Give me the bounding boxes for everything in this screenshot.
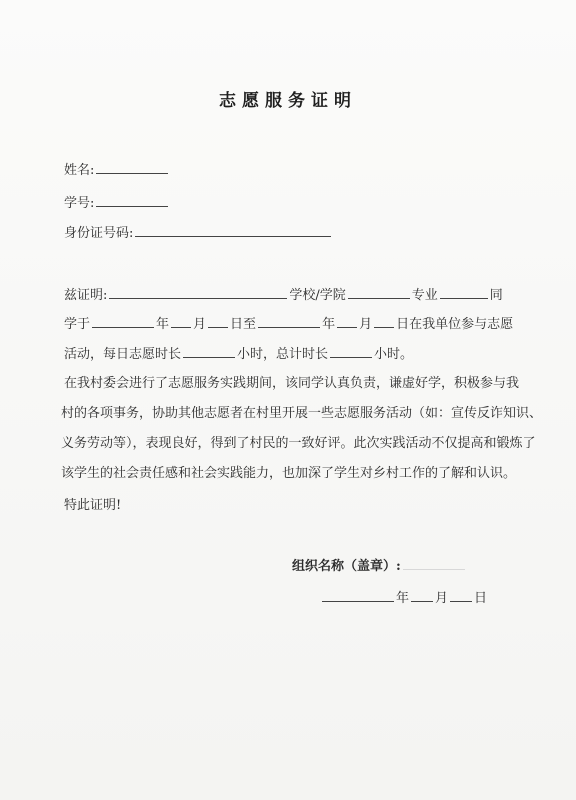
body-line-1: 在我村委会进行了志愿服务实践期间，该同学认真负责，谦虚好学，积极参与我 bbox=[64, 376, 520, 391]
body-line-4: 该学生的社会责任感和社会实践能力，也加深了学生对乡村工作的了解和认识。 bbox=[61, 466, 517, 481]
name-label: 姓名: bbox=[64, 163, 95, 178]
sign-day-label: 日 bbox=[474, 591, 488, 606]
sign-month-blank[interactable] bbox=[411, 588, 433, 602]
id-card-row bbox=[64, 223, 333, 243]
student-id-label: 学号: bbox=[64, 196, 95, 211]
cert-intro: 兹证明: bbox=[64, 288, 108, 303]
hours-total-label: 小时，总计时长 bbox=[237, 347, 329, 362]
end-month-label: 月 bbox=[359, 317, 373, 332]
body-line-3: 义务劳动等），表现良好，得到了村民的一致好评。此次实践活动不仅提高和锻炼了 bbox=[61, 436, 536, 451]
learn-label: 学于 bbox=[64, 317, 91, 332]
document-title: 志愿服务证明 bbox=[219, 91, 357, 111]
org-name-row bbox=[292, 556, 467, 576]
start-day-blank[interactable] bbox=[208, 314, 228, 328]
end-month-blank[interactable] bbox=[337, 314, 357, 328]
start-year-label: 年 bbox=[156, 317, 170, 332]
org-name-label: 组织名称（盖章）: bbox=[292, 559, 401, 574]
name-row bbox=[64, 160, 170, 180]
name-blank[interactable] bbox=[96, 160, 168, 174]
major-blank[interactable] bbox=[348, 285, 410, 299]
classmate-blank[interactable] bbox=[440, 285, 488, 299]
daily-hours-blank[interactable] bbox=[183, 344, 235, 358]
signature-date-row bbox=[320, 588, 487, 608]
sign-month-label: 月 bbox=[435, 591, 449, 606]
day-to-label: 日至 bbox=[230, 317, 257, 332]
cert-line-3 bbox=[64, 344, 413, 364]
sign-day-blank[interactable] bbox=[450, 588, 472, 602]
day-at-label: 日在我单位参与志愿 bbox=[396, 317, 514, 332]
cert-line-1 bbox=[64, 285, 503, 305]
start-month-blank[interactable] bbox=[171, 314, 191, 328]
end-year-blank[interactable] bbox=[258, 314, 320, 328]
total-hours-blank[interactable] bbox=[330, 344, 372, 358]
org-name-blank[interactable] bbox=[403, 556, 465, 570]
school-blank[interactable] bbox=[109, 285, 287, 299]
id-card-blank[interactable] bbox=[135, 223, 331, 237]
school-label: 学校/学院 bbox=[289, 288, 346, 303]
major-label: 专业 bbox=[411, 288, 438, 303]
cert-line-2 bbox=[64, 314, 513, 334]
body-line-2: 村的各项事务，协助其他志愿者在村里开展一些志愿服务活动（如：宣传反诈知识、 bbox=[61, 406, 543, 421]
end-year-label: 年 bbox=[322, 317, 336, 332]
start-year-blank[interactable] bbox=[92, 314, 154, 328]
activity-label: 活动，每日志愿时长 bbox=[64, 347, 182, 362]
student-id-row bbox=[64, 193, 170, 213]
start-month-label: 月 bbox=[193, 317, 207, 332]
sign-year-blank[interactable] bbox=[322, 588, 394, 602]
same-label: 同 bbox=[489, 288, 503, 303]
id-card-label: 身份证号码: bbox=[64, 226, 134, 241]
closing-text: 特此证明! bbox=[64, 498, 122, 513]
sign-year-label: 年 bbox=[396, 591, 410, 606]
student-id-blank[interactable] bbox=[96, 193, 168, 207]
end-day-blank[interactable] bbox=[374, 314, 394, 328]
hours-end-label: 小时。 bbox=[374, 347, 414, 362]
